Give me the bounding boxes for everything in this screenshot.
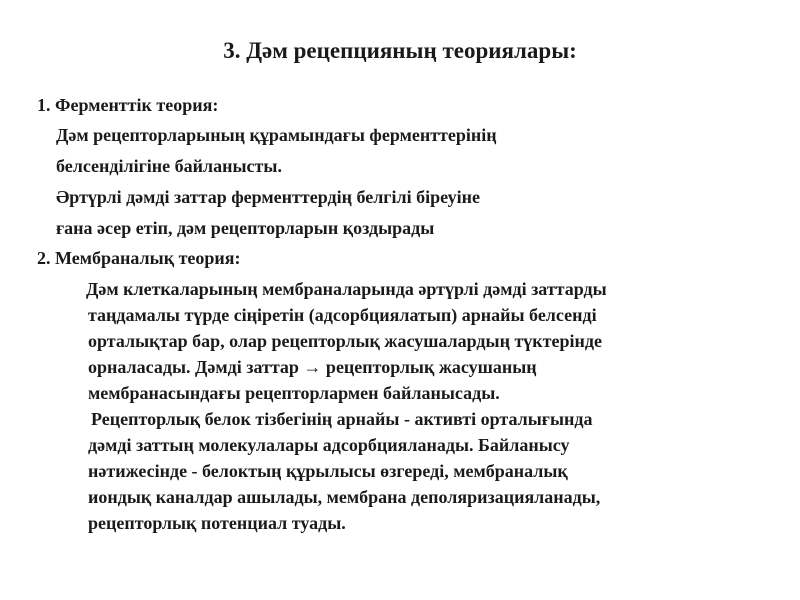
paragraph-line: иондық каналдар ашылады, мембрана деполяризацияланады,: [88, 487, 601, 507]
paragraph-line: орталықтар бар, олар рецепторлық жасушалардың түктерінде: [88, 331, 602, 351]
section-1-heading: 1. Ферменттік теория:: [37, 95, 219, 115]
section-1-line: Дәм рецепторларының құрамындағы ферменттерінің: [56, 125, 497, 145]
paragraph-line: рецепторлық потенциал туады.: [88, 513, 346, 533]
section-1-line: белсенділігіне байланысты.: [56, 156, 282, 176]
paragraph-line: орналасады. Дәмді заттар → рецепторлық жасушаның: [88, 357, 537, 377]
membrane-paragraph-1: [88, 276, 768, 406]
paragraph-line: нәтижесінде - белоктың құрылысы өзгереді, мембраналық: [88, 461, 568, 481]
paragraph-line: мембранасындағы рецепторлармен байланысады.: [88, 383, 500, 403]
membrane-paragraph-2: [88, 406, 768, 536]
slide-title: 3. Дәм рецепцияның теориялары:: [223, 38, 577, 63]
section-1-line: ғана әсер етіп, дәм рецепторларын қоздырады: [56, 218, 435, 238]
section-2-heading: 2. Мембраналық теория:: [37, 248, 241, 268]
paragraph-line: дәмді заттың молекулалары адсорбцияланады. Байланысу: [88, 435, 570, 455]
paragraph-line: Рецепторлық белок тізбегінің арнайы - активті орталығында: [91, 409, 593, 429]
paragraph-line: таңдамалы түрде сіңіретін (адсорбциялатып) арнайы белсенді: [88, 305, 597, 325]
section-1-line: Әртүрлі дәмді заттар ферменттердің белгілі біреуіне: [56, 187, 480, 207]
paragraph-line: Дәм клеткаларының мембраналарында әртүрлі дәмді заттарды: [86, 279, 607, 299]
